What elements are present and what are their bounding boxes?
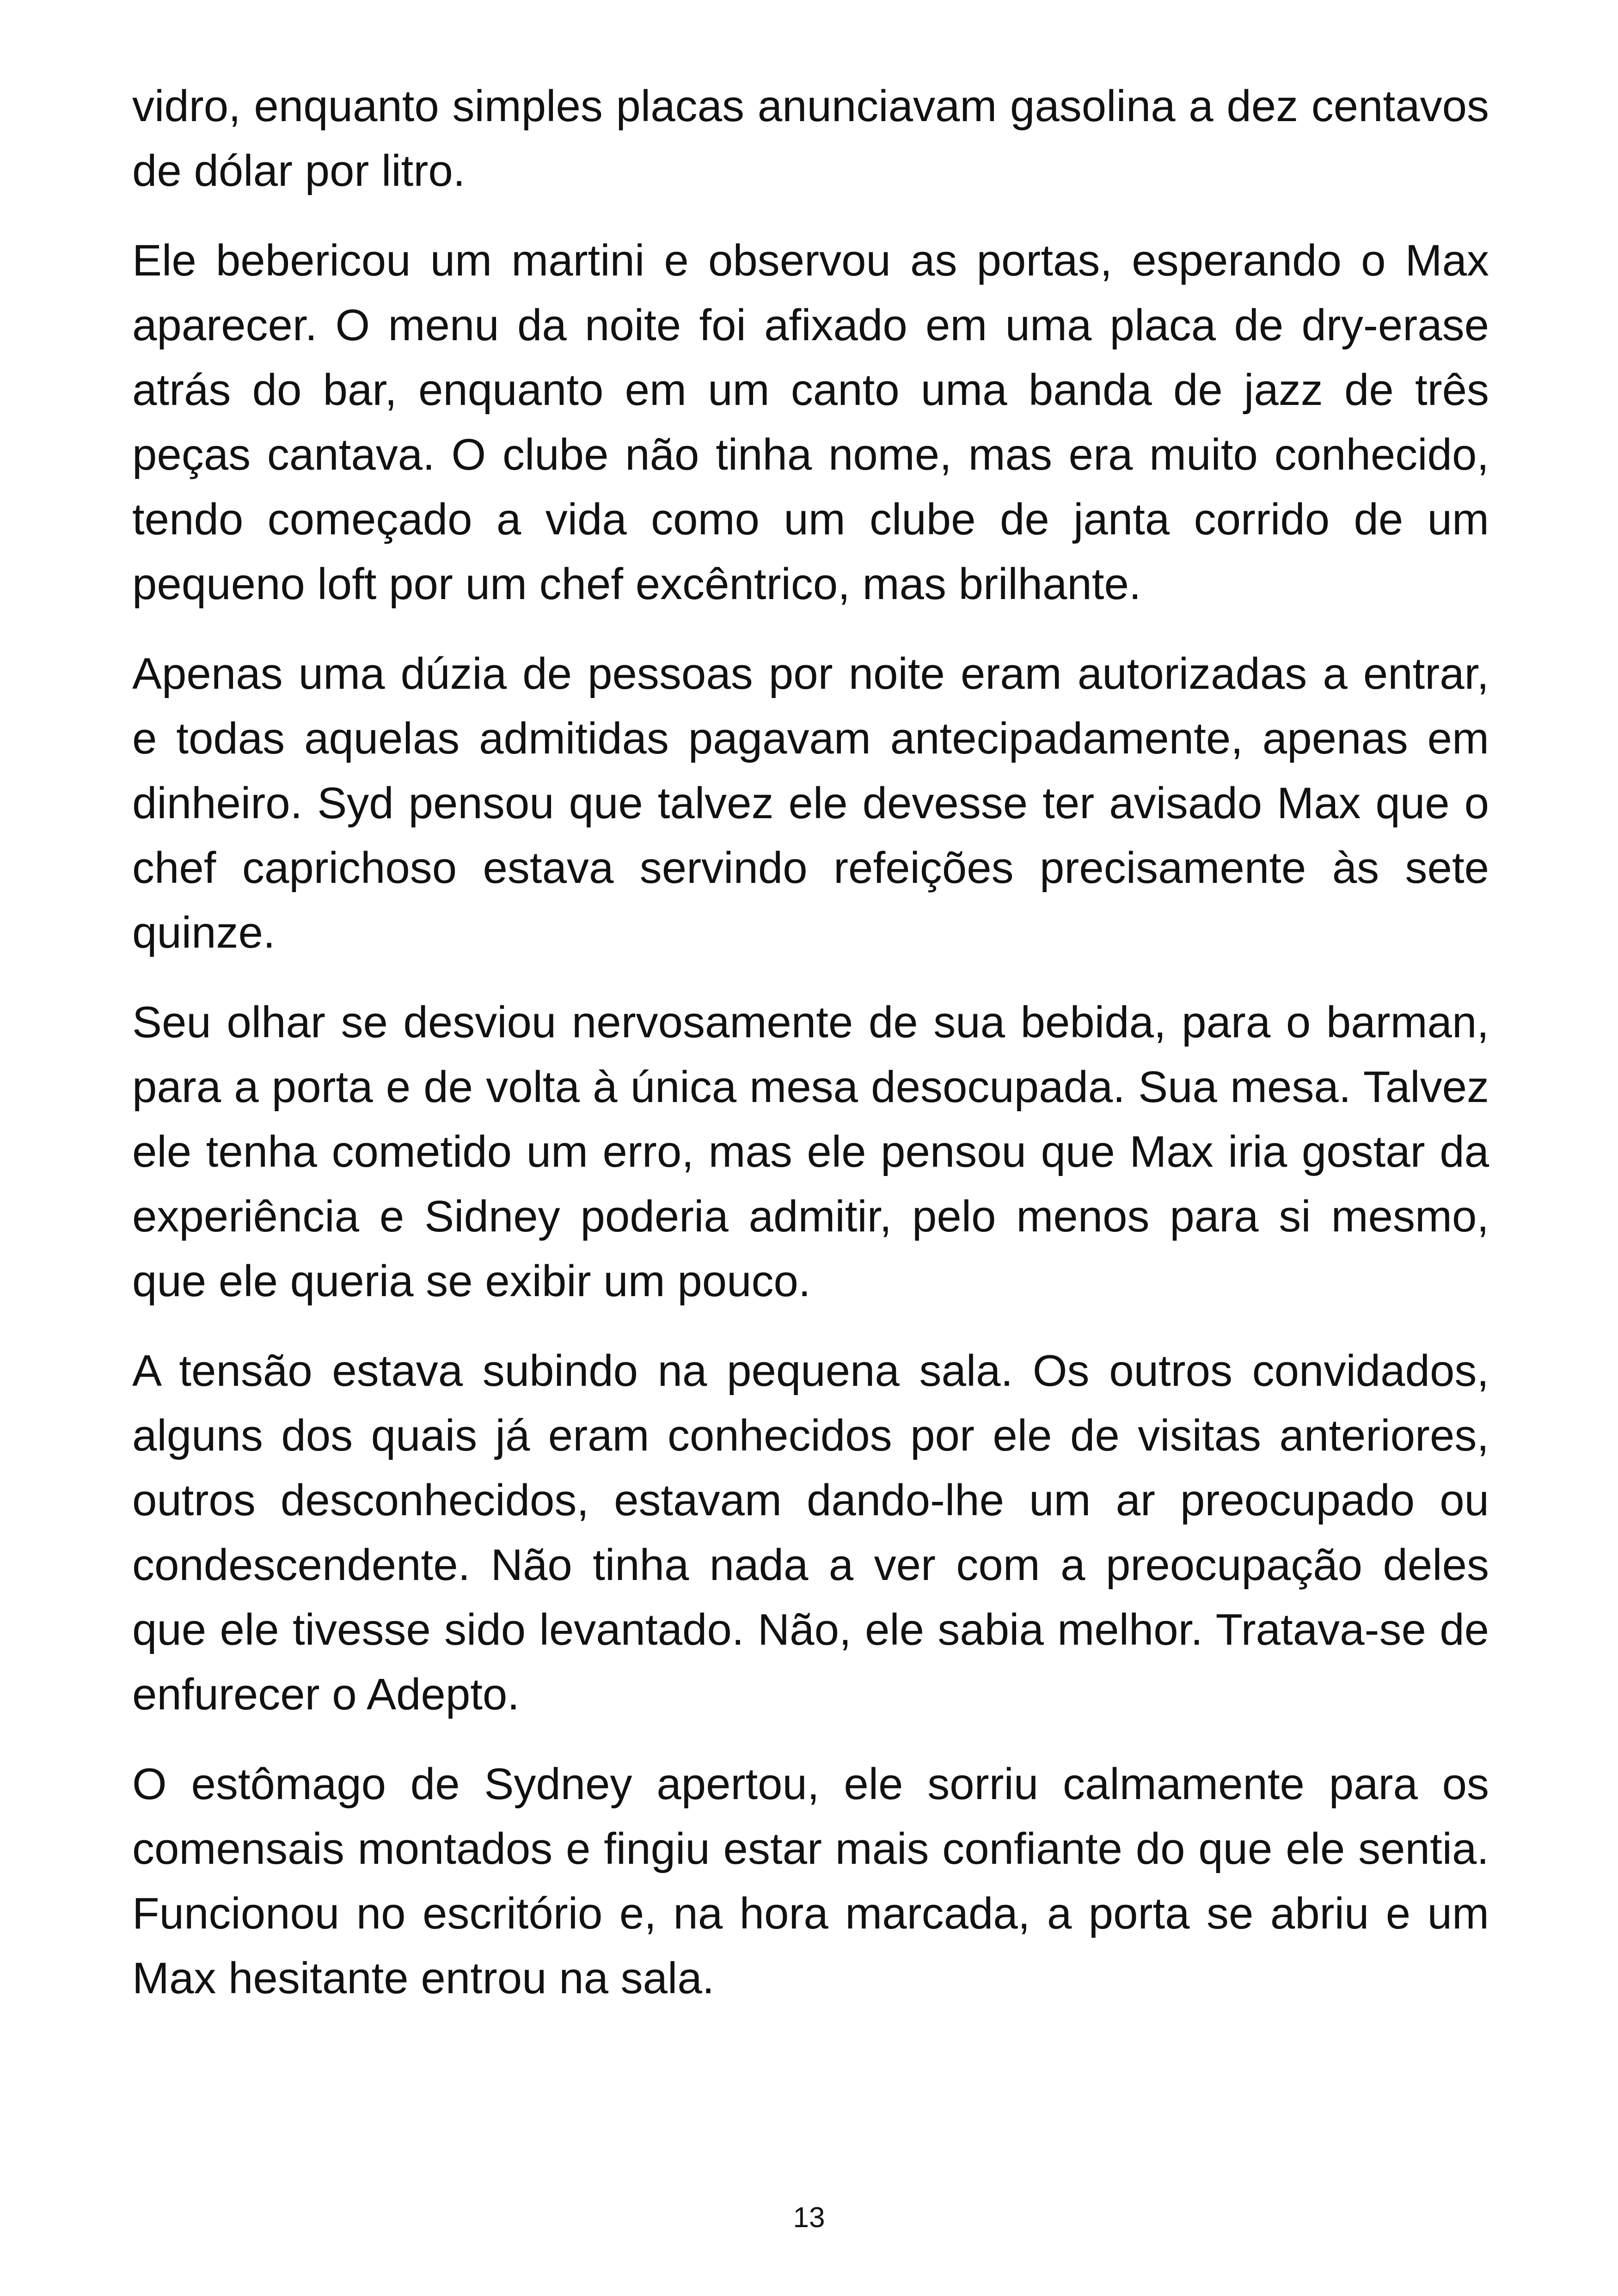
paragraph-4: Seu olhar se desviou nervosamente de sua bebida, para o barman, para a porta e de volta à única mesa desocupada. Sua mesa. Talvez ele tenha cometido um erro, mas ele pensou que Max iria gostar da experiência e Sidney poderia admitir, pelo menos para si mesmo, que ele queria se exibir um pouco. [132,998,1489,1306]
page-number: 13 [793,2202,825,2234]
paragraph-5: A tensão estava subindo na pequena sala. Os outros convidados, alguns dos quais já eram conhecidos por ele de visitas anteriores, outros desconhecidos, estavam dando-lhe um ar preocupado ou condescendente. Não tinha nada a ver com a preocupação deles que ele tivesse sido levantado. Não, ele sabia melhor. Tratava-se de enfurecer o Adepto. [132,1346,1489,1719]
paragraph-6: O estômago de Sydney apertou, ele sorriu calmamente para os comensais montados e fingiu estar mais confiante do que ele sentia. Funcionou no escritório e, na hora marcada, a porta se abriu e um Max hesitante entrou na sala. [132,1759,1489,2003]
body-text [132,74,1489,2036]
paragraph-2: Ele bebericou um martini e observou as portas, esperando o Max aparecer. O menu da noite foi afixado em uma placa de dry-erase atrás do bar, enquanto em um canto uma banda de jazz de três peças cantava. O clube não tinha nome, mas era muito conhecido, tendo começado a vida como um clube de janta corrido de um pequeno loft por um chef excêntrico, mas brilhante. [132,236,1489,609]
paragraph-1: vidro, enquanto simples placas anunciavam gasolina a dez centavos de dólar por litro. [132,81,1489,196]
paragraph-3: Apenas uma dúzia de pessoas por noite eram autorizadas a entrar, e todas aquelas admitidas pagavam antecipadamente, apenas em dinheiro. Syd pensou que talvez ele devesse ter avisado Max que o chef caprichoso estava servindo refeições precisamente às sete quinze. [132,649,1489,957]
